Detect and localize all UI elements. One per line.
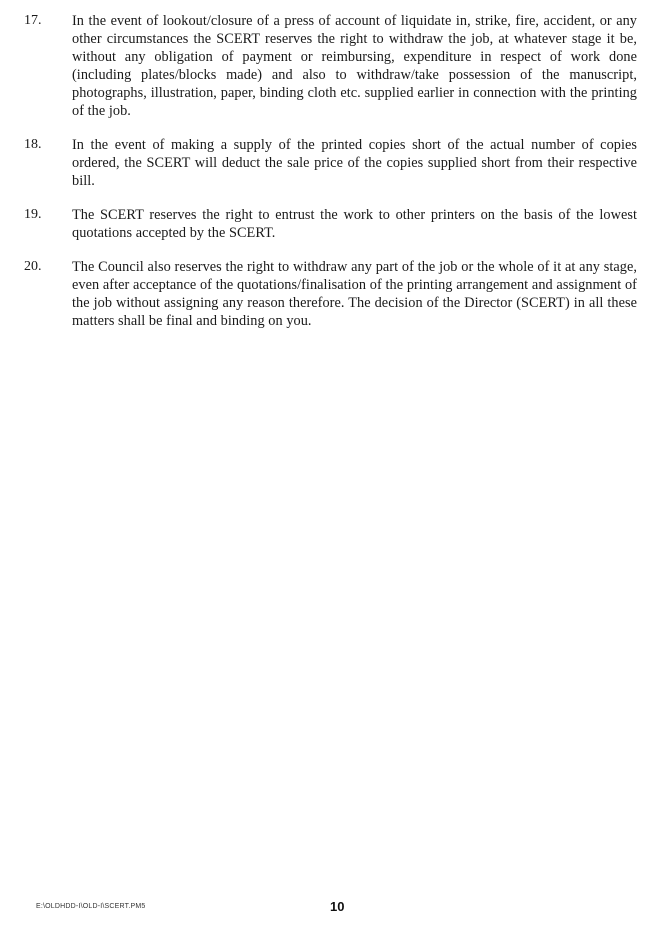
clause-list (22, 12, 637, 346)
clause-number: 17. (24, 13, 42, 28)
footer-file-path: E:\OLDHDD-I\OLD-I\SCERT.PM5 (36, 903, 146, 910)
clause-text: In the event of making a supply of the printed copies short of the actual number of copies ordered, the SCERT will deduct the sale price of the copies supplied short from their respective bill. (72, 137, 637, 189)
page-number: 10 (330, 899, 345, 914)
clause-number: 20. (24, 259, 42, 274)
clause-number: 19. (24, 207, 42, 222)
clause-19 (22, 206, 637, 242)
clause-number: 18. (24, 137, 42, 152)
clause-17 (22, 12, 637, 120)
clause-text: In the event of lookout/closure of a press of account of liquidate in, strike, fire, accident, or any other circumstances the SCERT reserves the right to withdraw the job, at whatever stage it be, without any obligation of payment or reimbursing, expenditure in respect of work done (including plates/blocks made) and also to withdraw/take possession of the manuscript, photographs, illustration, paper, binding cloth etc. supplied earlier in connection with the printing of the job. (72, 13, 637, 119)
clause-text: The SCERT reserves the right to entrust the work to other printers on the basis of the lowest quotations accepted by the SCERT. (72, 207, 637, 241)
clause-text: The Council also reserves the right to withdraw any part of the job or the whole of it at any stage, even after acceptance of the quotations/finalisation of the printing arrangement and assignment of the job without assigning any reason therefore. The decision of the Director (SCERT) in all these matters shall be final and binding on you. (72, 259, 637, 329)
clause-20 (22, 258, 637, 330)
clause-18 (22, 136, 637, 190)
